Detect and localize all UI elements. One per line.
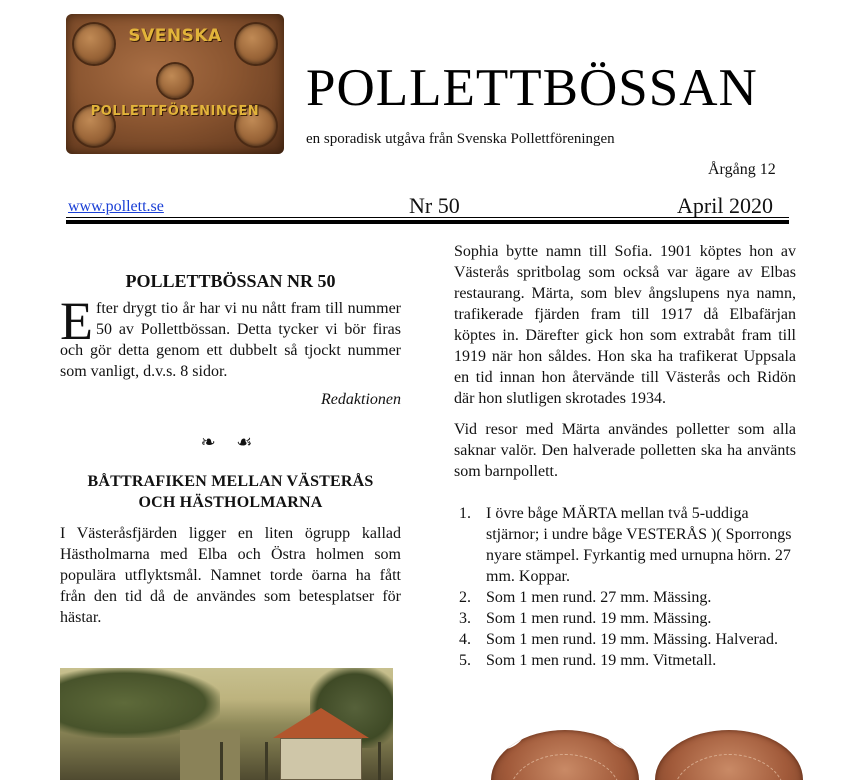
crown-coin-icon	[158, 64, 192, 98]
list-item: 3. Som 1 men rund. 19 mm. Mässing.	[459, 610, 712, 627]
drop-cap: E	[60, 291, 93, 351]
website-link[interactable]: www.pollett.se	[68, 198, 164, 215]
newsletter-subtitle: en sporadisk utgåva från Svenska Pollettföreningen	[306, 131, 615, 147]
header-divider-thin	[66, 217, 789, 218]
fleuron-ornament-icon: ❧ ☙	[200, 432, 261, 452]
logo-text-bottom: POLLETTFÖRENINGEN	[90, 104, 260, 119]
article-intro-text: fter drygt tio år har vi nu nått fram till nummer 50 av Pollettbössan. Detta tycker vi bör firas och gör detta genom ett dubbelt så tjockt nummer som vanligt, d.v.s. 8 sidor.	[60, 300, 401, 380]
article-heading: POLLETTBÖSSAN NR 50	[125, 271, 336, 291]
article-signature: Redaktionen	[321, 391, 401, 408]
logo-text-top: SVENSKA	[128, 26, 222, 46]
list-item: 2. Som 1 men rund. 27 mm. Mässing.	[459, 589, 712, 606]
token-photo-square	[491, 730, 639, 780]
right-column	[454, 241, 796, 671]
article-heading-2	[60, 471, 401, 513]
list-item: 5. Som 1 men rund. 19 mm. Vitmetall.	[459, 652, 717, 669]
issue-number: Nr 50	[409, 193, 460, 218]
society-logo	[66, 14, 284, 154]
article-heading-line: OCH HÄSTHOLMARNA	[138, 494, 323, 511]
article-paragraph: Sophia bytte namn till Sofia. 1901 köptes hon av Västerås spritbolag som också var ägare av Elbas restaurang. Märta, som blev ångslupens nya namn, trafikerade fjärden fram till 1917 då Elbafärjan köptes in. Därefter gick hon som extrabåt fram till 1919 när hon såldes. Hon ska ha trafikerat Uppsala en tid innan hon återvände till Västerås och Ridön där hon slutligen skrotades 1934.	[454, 243, 796, 407]
token-list	[454, 503, 796, 671]
token-photo-round	[655, 730, 803, 780]
article-body: I Västeråsfjärden ligger en liten ögrupp kallad Hästholmarna med Elba och Östra holmen som populära utflyktsmål. Namnet torde öarna ha fått från den tid då de användes som betesplatser för hästar.	[60, 525, 401, 626]
volume-label: Årgång 12	[708, 161, 776, 178]
newsletter-title: POLLETTBÖSSAN	[306, 59, 758, 117]
article-paragraph: Vid resor med Märta användes polletter som alla saknar valör. Den halverade polletten ska ha använts som barnpollett.	[454, 421, 796, 480]
left-column	[60, 270, 401, 628]
article-heading-line: BÅTTRAFIKEN MELLAN VÄSTERÅS	[87, 473, 374, 490]
article-intro	[60, 291, 401, 382]
historic-photo-hastholmarna	[60, 668, 393, 780]
header-divider-thick	[66, 220, 789, 224]
list-item: 1. I övre båge MÄRTA mellan två 5-uddiga stjärnor; i undre båge VESTERÅS )( Sporrongs nyare stämpel. Fyrkantig med urnupna hörn. 27 mm. Koppar.	[459, 505, 792, 585]
list-item: 4. Som 1 men rund. 19 mm. Mässing. Halverad.	[459, 631, 778, 648]
issue-date: April 2020	[677, 193, 773, 218]
